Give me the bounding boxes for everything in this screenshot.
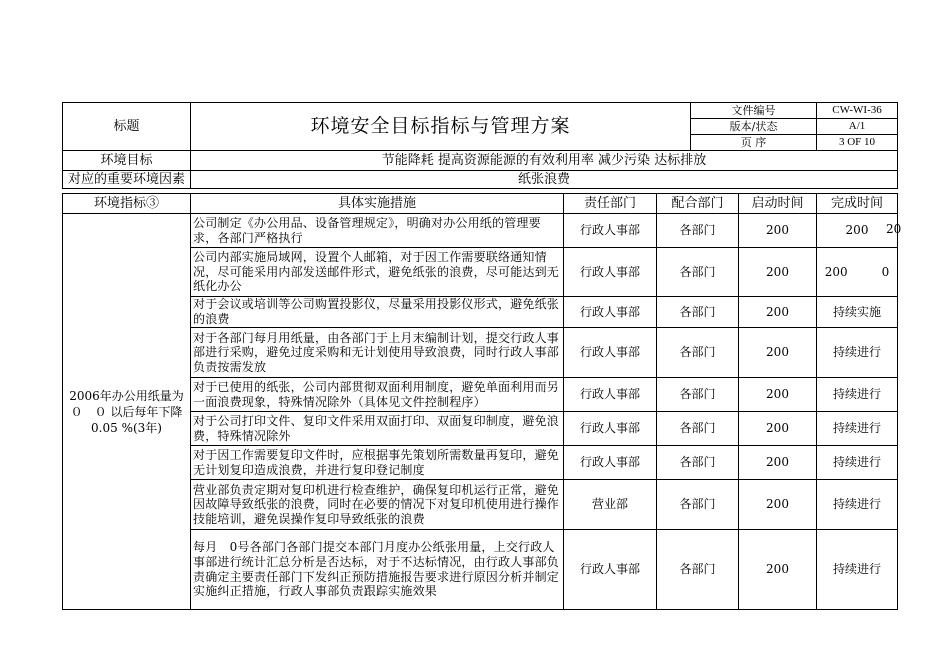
indicator-cell: 2006年办公用纸量为 ０ ０ 以后每年下降0.05 %(3年) xyxy=(63,214,191,610)
cooperate-cell: 各部门 xyxy=(657,412,739,446)
factor-label: 对应的重要环境因素 xyxy=(63,171,191,189)
finish-cell xyxy=(817,248,898,297)
cooperate-cell: 各部门 xyxy=(657,530,739,610)
measure-cell: 对于各部门每月用纸量，由各部门于上月末编制计划，提交行政人事部进行采购，避免过度采购和无计划使用导致浪费，同时行政人事部负责按需发放 xyxy=(191,328,564,378)
page-value: 3 OF 10 xyxy=(817,135,898,151)
cooperate-cell: 各部门 xyxy=(657,214,739,248)
cooperate-cell: 各部门 xyxy=(657,328,739,378)
management-plan-table xyxy=(62,102,898,189)
finish-cell: 持续实施 xyxy=(817,297,898,328)
factor-value: 纸张浪费 xyxy=(191,171,898,189)
col-cooperate-header: 配合部门 xyxy=(657,194,739,214)
measure-cell: 对于因工作需要复印文件时，应根据事先策划所需数量再复印，避免无计划复印造成浪费，并进行复印登记制度 xyxy=(191,446,564,480)
finish-cell: 持续进行 xyxy=(817,446,898,480)
cooperate-cell: 各部门 xyxy=(657,297,739,328)
cooperate-cell: 各部门 xyxy=(657,378,739,412)
version-label: 版本/状态 xyxy=(691,119,817,135)
document-title: 环境安全目标指标与管理方案 xyxy=(191,103,691,151)
start-cell: 200 xyxy=(739,214,817,248)
version-value: A/1 xyxy=(817,119,898,135)
start-cell: 200 xyxy=(739,480,817,530)
responsible-cell: 行政人事部 xyxy=(564,530,657,610)
responsible-cell: 行政人事部 xyxy=(564,297,657,328)
measure-cell: 公司制定《办公用品、设备管理规定》，明确对办公用纸的管理要求，各部门严格执行 xyxy=(191,214,564,248)
responsible-cell: 行政人事部 xyxy=(564,378,657,412)
measure-cell: 对于会议或培训等公司购置投影仪，尽量采用投影仪形式，避免纸张的浪费 xyxy=(191,297,564,328)
cooperate-cell: 各部门 xyxy=(657,480,739,530)
overflow-text: 20 xyxy=(886,222,902,236)
measure-cell: 营业部负责定期对复印机进行检查维护，确保复印机运行正常，避免因故障导致纸张的浪费，同时在必要的情况下对复印机使用进行操作技能培训，避免误操作复印导致纸张的浪费 xyxy=(191,480,564,530)
table-row xyxy=(63,214,898,248)
finish-cell: 持续进行 xyxy=(817,378,898,412)
measure-cell: 对于已使用的纸张，公司内部贯彻双面利用制度，避免单面利用而另一面浪费现象，特殊情况除外（具体见文件控制程序） xyxy=(191,378,564,412)
finish-cell: 持续进行 xyxy=(817,480,898,530)
finish-cell: 持续进行 xyxy=(817,412,898,446)
start-cell: 200 xyxy=(739,297,817,328)
responsible-cell: 行政人事部 xyxy=(564,248,657,297)
col-indicator-header: 环境指标③ xyxy=(63,194,191,214)
cooperate-cell: 各部门 xyxy=(657,248,739,297)
col-responsible-header: 责任部门 xyxy=(564,194,657,214)
responsible-cell: 营业部 xyxy=(564,480,657,530)
responsible-cell: 行政人事部 xyxy=(564,446,657,480)
doc-number-value: CW-WI-36 xyxy=(817,103,898,119)
finish-cell: 200 xyxy=(817,214,898,248)
objective-label: 环境目标 xyxy=(63,151,191,171)
start-cell: 200 xyxy=(739,446,817,480)
cooperate-cell: 各部门 xyxy=(657,446,739,480)
objective-value: 节能降耗 提高资源能源的有效利用率 减少污染 达标排放 xyxy=(191,151,898,171)
start-cell: 200 xyxy=(739,248,817,297)
start-cell: 200 xyxy=(739,328,817,378)
start-cell: 200 xyxy=(739,530,817,610)
finish-suffix: 0 xyxy=(881,264,890,279)
measure-cell: 每月 0号各部门各部门提交本部门月度办公纸张用量，上交行政人事部进行统计汇总分析是否达标，对于不达标情况，由行政人事部负责确定主要责任部门下发纠正预防措施报告要求进行原因分析并制定实施纠正措施，行政人事部负责跟踪实施效果 xyxy=(191,530,564,610)
col-start-header: 启动时间 xyxy=(739,194,817,214)
start-cell: 200 xyxy=(739,412,817,446)
responsible-cell: 行政人事部 xyxy=(564,412,657,446)
measure-cell: 公司内部实施局域网，设置个人邮箱，对于因工作需要联络通知情况，尽可能采用内部发送邮件形式，避免纸张的浪费，尽可能达到无纸化办公 xyxy=(191,248,564,297)
page-label: 页 序 xyxy=(691,135,817,151)
start-cell: 200 xyxy=(739,378,817,412)
finish-cell: 持续进行 xyxy=(817,328,898,378)
doc-number-label: 文件编号 xyxy=(691,103,817,119)
responsible-cell: 行政人事部 xyxy=(564,328,657,378)
finish-value: 200 xyxy=(824,264,848,279)
title-label: 标题 xyxy=(63,103,191,151)
finish-cell: 持续进行 xyxy=(817,530,898,610)
responsible-cell: 行政人事部 xyxy=(564,214,657,248)
col-measure-header: 具体实施措施 xyxy=(191,194,564,214)
measure-cell: 对于公司打印文件、复印文件采用双面打印、双面复印制度，避免浪费，特殊情况除外 xyxy=(191,412,564,446)
col-finish-header: 完成时间 xyxy=(817,194,898,214)
measures-table xyxy=(62,193,898,610)
